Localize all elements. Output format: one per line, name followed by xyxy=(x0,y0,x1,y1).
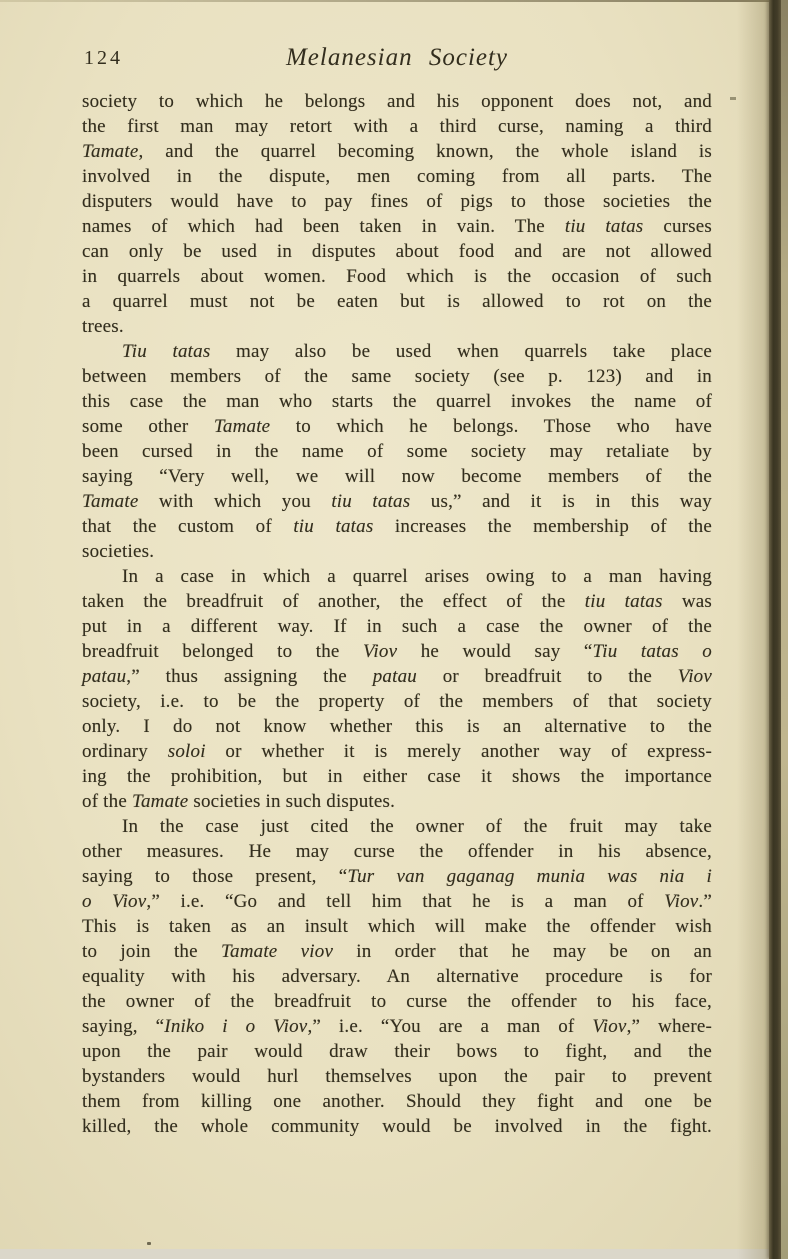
text-run: to which he belongs. Those who have xyxy=(270,416,712,437)
text-run: or breadfruit to the xyxy=(416,666,678,687)
italic-text-run: o Viov xyxy=(82,891,147,912)
text-line xyxy=(82,789,712,814)
text-run: may also be used when quarrels take place xyxy=(210,341,712,362)
italic-text-run: Iniko i o Viov xyxy=(164,1016,308,1037)
text-line xyxy=(82,914,712,939)
paragraph xyxy=(82,814,712,1139)
paragraph xyxy=(82,564,712,814)
text-line xyxy=(82,889,712,914)
italic-text-run: Tamate xyxy=(82,141,139,162)
italic-text-run: Viov xyxy=(592,1016,627,1037)
text-line xyxy=(82,439,712,464)
text-line xyxy=(82,464,712,489)
text-run: the first man may retort with a third curse, naming a third xyxy=(82,116,712,137)
scan-artifact-mark xyxy=(730,97,736,100)
text-run: This is taken as an insult which will make the offender wish xyxy=(82,916,712,937)
text-line xyxy=(82,964,712,989)
italic-text-run: patau xyxy=(82,666,127,687)
text-run: names of which had been taken in vain. The xyxy=(82,216,565,237)
text-run: can only be used in disputes about food and are not allowed xyxy=(82,241,712,262)
text-run: curses xyxy=(643,216,713,237)
text-line xyxy=(82,239,712,264)
italic-text-run: Viov xyxy=(664,891,699,912)
text-run: ,” i.e. “Go and tell him that he is a man of xyxy=(146,891,665,912)
text-line xyxy=(82,339,712,364)
text-run: trees. xyxy=(82,316,124,337)
italic-text-run: Tiu tatas o xyxy=(592,641,712,662)
text-line xyxy=(82,539,712,564)
text-line xyxy=(82,614,712,639)
italic-text-run: Viov xyxy=(677,666,713,687)
text-run: In the case just cited the owner of the fruit may take xyxy=(122,816,712,837)
running-title: Melanesian Society xyxy=(285,44,509,71)
text-run: put in a different way. If in such a case the owner of the xyxy=(82,616,712,637)
text-run: saying to those present, “ xyxy=(82,866,348,887)
text-line xyxy=(82,1039,712,1064)
text-run: societies in such disputes. xyxy=(188,791,396,812)
text-run: other measures. He may curse the offender in his absence, xyxy=(82,841,712,862)
italic-text-run: patau xyxy=(372,666,417,687)
italic-text-run: tiu tatas xyxy=(331,491,411,512)
text-run: that the custom of xyxy=(82,516,294,537)
text-run: ing the prohibition, but in either case it shows the importance xyxy=(82,766,712,787)
italic-text-run: Viov xyxy=(363,641,398,662)
text-run: societies. xyxy=(82,541,155,562)
text-run: ,” i.e. “You are a man of xyxy=(307,1016,593,1037)
text-line xyxy=(82,564,712,589)
text-line xyxy=(82,214,712,239)
text-line xyxy=(82,1014,712,1039)
text-run: killed, the whole community would be involved in the fight. xyxy=(82,1116,712,1137)
text-line xyxy=(82,314,712,339)
text-run: with which you xyxy=(138,491,332,512)
text-line xyxy=(82,114,712,139)
text-line xyxy=(82,939,712,964)
text-run: he would say “ xyxy=(397,641,593,662)
page-edge-dark-line xyxy=(769,0,781,1259)
text-line xyxy=(82,514,712,539)
page-number: 124 xyxy=(84,47,123,69)
text-line xyxy=(82,1089,712,1114)
text-run: increases the membership of the xyxy=(373,516,713,537)
text-run: equality with his adversary. An alternative procedure is for xyxy=(82,966,712,987)
text-line xyxy=(82,414,712,439)
text-run: .” xyxy=(698,891,713,912)
text-line xyxy=(82,764,712,789)
page-header xyxy=(82,44,712,72)
text-run: was xyxy=(662,591,712,612)
page-body xyxy=(82,89,712,1139)
text-run: to join the xyxy=(82,941,221,962)
text-run: this case the man who starts the quarrel invokes the name of xyxy=(82,391,712,412)
text-run: saying, “ xyxy=(82,1016,165,1037)
text-run: them from killing one another. Should they fight and one be xyxy=(82,1091,712,1112)
text-run: saying “Very well, we will now become members of the xyxy=(82,466,712,487)
text-line xyxy=(82,1114,712,1139)
text-run: us,” and it is in this way xyxy=(410,491,712,512)
text-run: a quarrel must not be eaten but is allowed to rot on the xyxy=(82,291,712,312)
text-line xyxy=(82,89,712,114)
text-run: in order that he may be on an xyxy=(333,941,712,962)
italic-text-run: Tamate viov xyxy=(220,941,334,962)
text-run: in quarrels about women. Food which is the occasion of such xyxy=(82,266,712,287)
text-line xyxy=(82,989,712,1014)
text-run: ,” thus assigning the xyxy=(126,666,373,687)
paragraph xyxy=(82,89,712,339)
text-line xyxy=(82,714,712,739)
text-line xyxy=(82,864,712,889)
text-line xyxy=(82,639,712,664)
text-line xyxy=(82,164,712,189)
italic-text-run: soloi xyxy=(167,741,206,762)
italic-text-run: tiu tatas xyxy=(293,516,374,537)
text-line xyxy=(82,689,712,714)
italic-text-run: tiu tatas xyxy=(584,591,663,612)
text-line xyxy=(82,839,712,864)
text-run: breadfruit belonged to the xyxy=(82,641,364,662)
text-run: ordinary xyxy=(82,741,168,762)
text-line xyxy=(82,264,712,289)
text-line xyxy=(82,389,712,414)
text-line xyxy=(82,814,712,839)
italic-text-run: Tamate xyxy=(131,791,189,812)
text-run: ,” where- xyxy=(626,1016,713,1037)
text-run: involved in the dispute, men coming from all parts. The xyxy=(82,166,712,187)
text-run: some other xyxy=(82,416,214,437)
text-line xyxy=(82,664,712,689)
text-line xyxy=(82,589,712,614)
text-line xyxy=(82,189,712,214)
italic-text-run: Tamate xyxy=(213,416,271,437)
italic-text-run: Tiu tatas xyxy=(122,341,211,362)
ink-speck xyxy=(147,1242,151,1245)
text-line xyxy=(82,489,712,514)
text-line xyxy=(82,739,712,764)
page-bottom-edge xyxy=(0,1249,788,1259)
text-run: society to which he belongs and his opponent does not, and xyxy=(82,91,712,112)
text-line xyxy=(82,289,712,314)
italic-text-run: Tur van gaganag munia was nia i xyxy=(347,866,712,887)
text-run: taken the breadfruit of another, the effect of the xyxy=(82,591,585,612)
text-run: only. I do not know whether this is an alternative to the xyxy=(82,716,712,737)
text-run: been cursed in the name of some society may retaliate by xyxy=(82,441,712,462)
paragraph xyxy=(82,339,712,564)
text-run: society, i.e. to be the property of the members of that society xyxy=(82,691,712,712)
text-line xyxy=(82,364,712,389)
text-run: of the xyxy=(82,791,132,812)
text-line xyxy=(82,1064,712,1089)
text-run: upon the pair would draw their bows to fight, and the xyxy=(82,1041,712,1062)
text-line xyxy=(82,139,712,164)
italic-text-run: Tamate xyxy=(82,491,139,512)
text-run: between members of the same society (see p. 123) and in xyxy=(82,366,712,387)
text-run: the owner of the breadfruit to curse the offender to his face, xyxy=(82,991,712,1012)
text-run: disputers would have to pay fines of pigs to those societies the xyxy=(82,191,712,212)
text-run: , and the quarrel becoming known, the whole island is xyxy=(138,141,712,162)
page-edge-strip xyxy=(781,0,788,1259)
binding-shadow xyxy=(737,0,769,1259)
text-run: bystanders would hurl themselves upon the pair to prevent xyxy=(82,1066,712,1087)
italic-text-run: tiu tatas xyxy=(564,216,644,237)
text-run: or whether it is merely another way of express- xyxy=(205,741,712,762)
page-top-edge xyxy=(0,0,788,2)
text-run: In a case in which a quarrel arises owing to a man having xyxy=(122,566,712,587)
